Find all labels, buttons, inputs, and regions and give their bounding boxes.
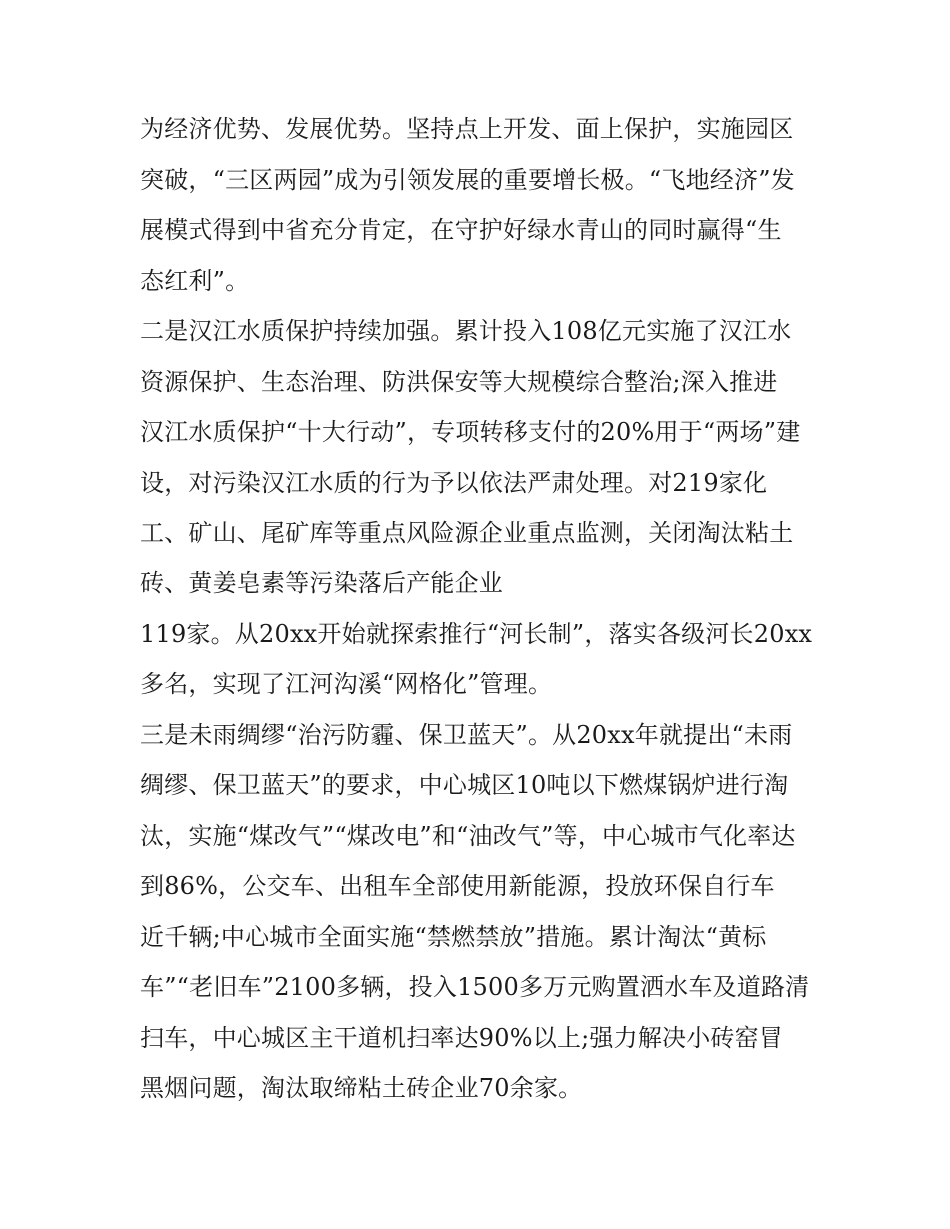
text-line: 三是未雨绸缪“治污防霾、保卫蓝天”。从20xx年就提出“未雨 [140,721,793,749]
text-line: 资源保护、生态治理、防洪保安等大规模综合整治;深入推进 [140,368,778,396]
text-line: 近千辆;中心城市全面实施“禁燃禁放”措施。累计淘汰“黄标 [140,923,767,951]
text-line: 到86%，公交车、出租车全部使用新能源，投放环保自行车 [140,872,775,900]
text-line: 车”“老旧车”2100多辆，投入1500多万元购置洒水车及道路清 [140,973,810,1001]
text-line: 为经济优势、发展优势。坚持点上开发、面上保护，实施园区 [140,115,794,143]
text-line: 汰，实施“煤改气”“煤改电”和“油改气”等，中心城市气化率达 [140,822,796,850]
text-line: 汉江水质保护“十大行动”，专项转移支付的20%用于“两场”建 [140,418,801,446]
text-line: 设，对污染汉江水质的行为予以依法严肃处理。对219家化 [140,469,768,497]
text-line: 展模式得到中省充分肯定，在守护好绿水青山的同时赢得“生 [140,216,782,244]
text-line: 扫车，中心城区主干道机扫率达90%以上;强力解决小砖窑冒 [140,1024,784,1052]
text-line: 突破，“三区两园”成为引领发展的重要增长极。“飞地经济”发 [140,166,795,194]
text-line: 态红利”。 [140,267,250,295]
text-line: 多名，实现了江河沟溪“网格化”管理。 [140,670,553,698]
text-line: 绸缪、保卫蓝天”的要求，中心城区10吨以下燃煤锅炉进行淘 [140,771,789,799]
text-line: 工、矿山、尾矿库等重点风险源企业重点监测，关闭淘汰粘土 [140,519,794,547]
text-line: 119家。从20xx开始就探索推行“河长制”，落实各级河长20xx [140,620,813,648]
text-line: 二是汉江水质保护持续加强。累计投入108亿元实施了汉江水 [140,317,792,345]
text-line: 砖、黄姜皂素等污染落后产能企业 [140,569,503,597]
text-line: 黑烟问题，淘汰取缔粘土砖企业70余家。 [140,1074,583,1102]
